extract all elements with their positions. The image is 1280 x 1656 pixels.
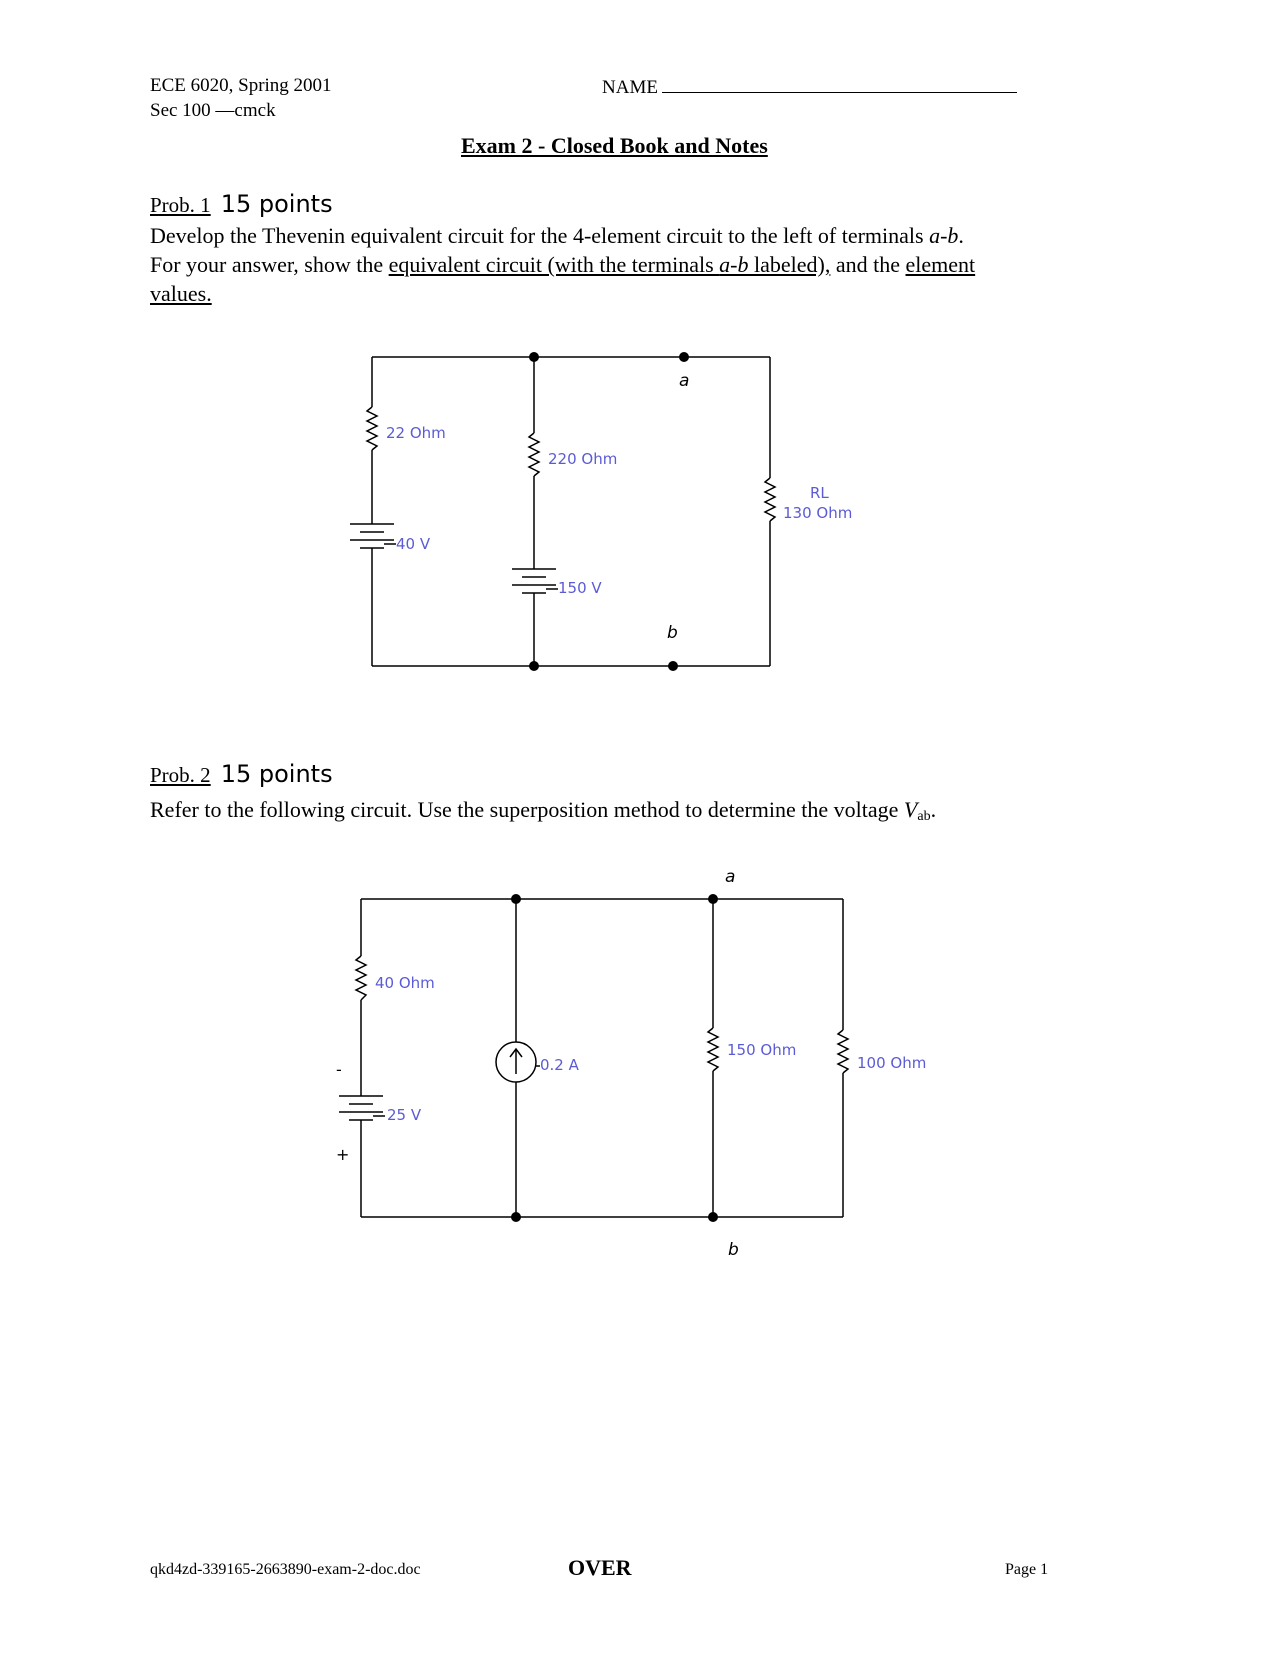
prob1-line2-underlined-1: equivalent circuit (with the terminals — [388, 252, 720, 277]
resistor-40-ohm — [356, 956, 366, 1000]
label-rl-value: 130 Ohm — [783, 504, 853, 522]
terminal-a-label: a — [679, 371, 690, 391]
label-22-ohm: 22 Ohm — [386, 424, 446, 442]
node-top-source — [511, 894, 521, 904]
prob1-line2-terminals: a-b — [719, 252, 749, 277]
node-bottom-source — [511, 1212, 521, 1222]
prob1-line2-and: and the — [830, 252, 906, 277]
footer-over: OVER — [568, 1555, 632, 1580]
prob2-label: Prob. 2 — [150, 763, 211, 787]
course-text: ECE 6020, Spring 2001 — [150, 75, 332, 96]
node-terminal-b — [708, 1212, 718, 1222]
label-rl-name: RL — [810, 484, 829, 502]
name-label: NAME — [602, 77, 658, 98]
terminal-b-label: b — [728, 1240, 739, 1260]
prob1-line1-text: Develop the Thevenin equivalent circuit for the 4-element circuit to the left of terminals — [150, 223, 930, 248]
label-40-v: 40 V — [396, 535, 431, 553]
prob2-voltage-subscript: ab — [917, 809, 931, 824]
terminal-b-label: b — [667, 623, 678, 643]
prob1-line2-text: For your answer, show the — [150, 252, 389, 277]
prob2-voltage-symbol: V — [903, 797, 918, 822]
terminal-a-label: a — [725, 867, 736, 887]
prob2-points: 15 points — [220, 760, 333, 788]
label-150-ohm: 150 Ohm — [727, 1041, 797, 1059]
prob1-line1-terminals: a-b — [929, 223, 959, 248]
label-0-2-a: 0.2 A — [540, 1056, 579, 1074]
node-terminal-a — [708, 894, 718, 904]
prob1-label: Prob. 1 — [150, 193, 211, 217]
section-text: Sec 100 —cmck — [150, 100, 276, 121]
label-150-v: 150 V — [558, 579, 602, 597]
footer-page-number: Page 1 — [1005, 1561, 1049, 1578]
prob1-line2-element: element — [905, 252, 976, 277]
label-40-ohm: 40 Ohm — [375, 974, 435, 992]
label-100-ohm: 100 Ohm — [857, 1054, 927, 1072]
prob1-line3-values: values. — [150, 281, 212, 306]
exam-title: Exam 2 - Closed Book and Notes — [461, 133, 768, 158]
prob1-points: 15 points — [220, 190, 333, 218]
label-220-ohm: 220 Ohm — [548, 450, 618, 468]
prob1-line1-end: . — [958, 223, 964, 248]
battery-plus-sign: + — [336, 1145, 350, 1164]
resistor-100-ohm — [838, 1030, 848, 1073]
prob2-text-end: . — [930, 797, 937, 822]
prob1-line2-underlined-2: labeled), — [748, 252, 831, 277]
footer-filename: qkd4zd-339165-2663890-exam-2-doc.doc — [150, 1561, 421, 1578]
label-25-v: 25 V — [387, 1106, 422, 1124]
resistor-150-ohm — [708, 1028, 718, 1071]
prob2-text: Refer to the following circuit. Use the superposition method to determine the voltage — [150, 797, 904, 822]
battery-minus-sign: - — [336, 1060, 342, 1079]
